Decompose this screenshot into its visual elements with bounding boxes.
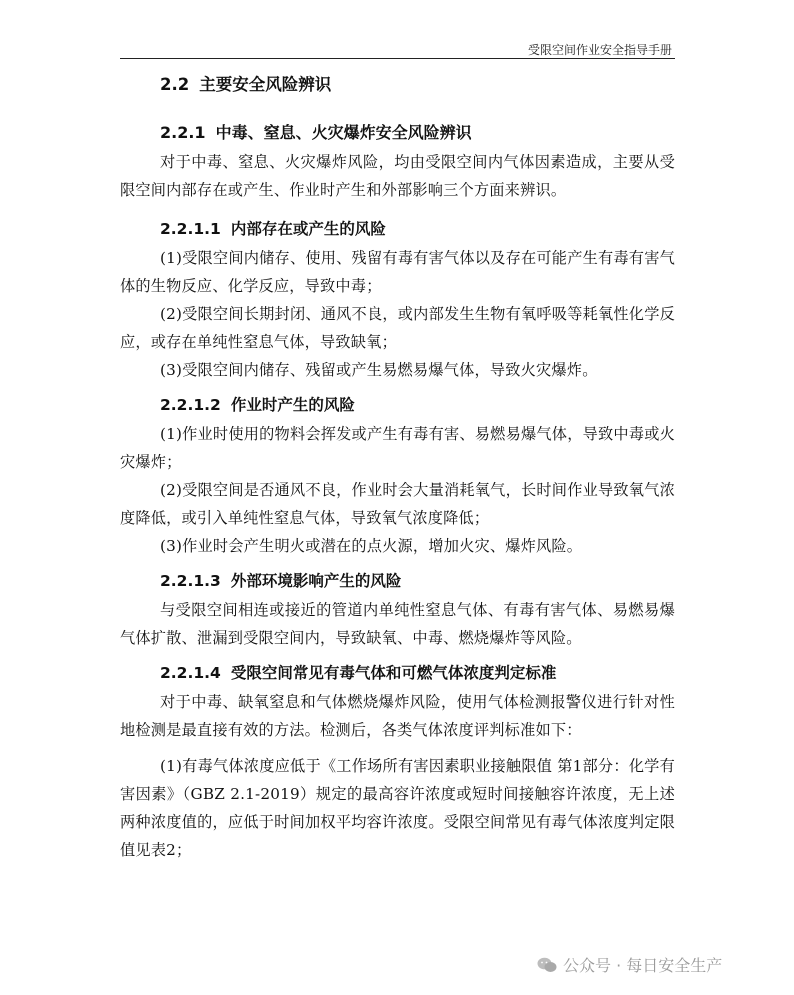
heading-number: 2.2.1.1 (160, 220, 221, 238)
heading-title: 外部环境影响产生的风险 (230, 572, 402, 590)
section-heading (160, 70, 675, 100)
paragraph: (3)受限空间内储存、残留或产生易燃易爆气体，导致火灾爆炸。 (160, 361, 598, 379)
wechat-icon (537, 957, 557, 973)
watermark (537, 953, 722, 976)
subsection-intro: 对于中毒、窒息、火灾爆炸风险，均由受限空间内气体因素造成，主要从受限空间内部存在或产生、作业时产生和外部影响三个方面来辨识。 (120, 153, 675, 199)
page-content (120, 70, 675, 864)
paragraph: (1)作业时使用的物料会挥发或产生有毒有害、易燃易爆气体，导致中毒或火灾爆炸； (120, 425, 675, 471)
heading-title: 内部存在或产生的风险 (230, 220, 386, 238)
subsection-number: 2.2.1 (160, 123, 206, 142)
heading-number: 2.2.1.3 (160, 572, 221, 590)
heading-internal-risks (160, 214, 675, 244)
section-title: 主要安全风险辨识 (199, 75, 332, 94)
heading-number: 2.2.1.4 (160, 664, 221, 682)
running-header: 受限空间作业安全指导手册 (527, 43, 672, 57)
heading-gas-standards (160, 658, 675, 688)
paragraph: 对于中毒、缺氧窒息和气体燃烧爆炸风险，使用气体检测报警仪进行针对性地检测是最直接有效的方法。检测后，各类气体浓度评判标准如下： (120, 693, 675, 739)
heading-title: 作业时产生的风险 (230, 396, 355, 414)
heading-title: 受限空间常见有毒气体和可燃气体浓度判定标准 (230, 664, 557, 682)
heading-external-risks (160, 566, 675, 596)
subsection-heading (160, 118, 675, 148)
paragraph: (1)有毒气体浓度应低于《工作场所有害因素职业接触限值 第1部分：化学有害因素》（GBZ 2.1-2019）规定的最高容许浓度或短时间接触容许浓度，无上述两种浓度值的，应低于时间加权平均容许浓度。受限空间常见有毒气体浓度判定限值见表2； (120, 757, 675, 859)
paragraph: 与受限空间相连或接近的管道内单纯性窒息气体、有毒有害气体、易燃易爆气体扩散、泄漏到受限空间内，导致缺氧、中毒、燃烧爆炸等风险。 (120, 601, 675, 647)
header-rule (120, 58, 675, 59)
subsection-title: 中毒、窒息、火灾爆炸安全风险辨识 (215, 123, 472, 142)
section-number: 2.2 (160, 75, 190, 94)
heading-number: 2.2.1.2 (160, 396, 221, 414)
paragraph: (2)受限空间长期封闭、通风不良，或内部发生生物有氧呼吸等耗氧性化学反应，或存在单纯性窒息气体，导致缺氧； (120, 305, 675, 351)
watermark-text: 公众号 · 每日安全生产 (563, 956, 723, 975)
paragraph: (1)受限空间内储存、使用、残留有毒有害气体以及存在可能产生有毒有害气体的生物反应、化学反应，导致中毒； (120, 249, 675, 295)
paragraph: (3)作业时会产生明火或潜在的点火源，增加火灾、爆炸风险。 (160, 537, 583, 555)
paragraph: (2)受限空间是否通风不良，作业时会大量消耗氧气，长时间作业导致氧气浓度降低，或引入单纯性窒息气体，导致氧气浓度降低； (120, 481, 675, 527)
heading-operation-risks (160, 390, 675, 420)
